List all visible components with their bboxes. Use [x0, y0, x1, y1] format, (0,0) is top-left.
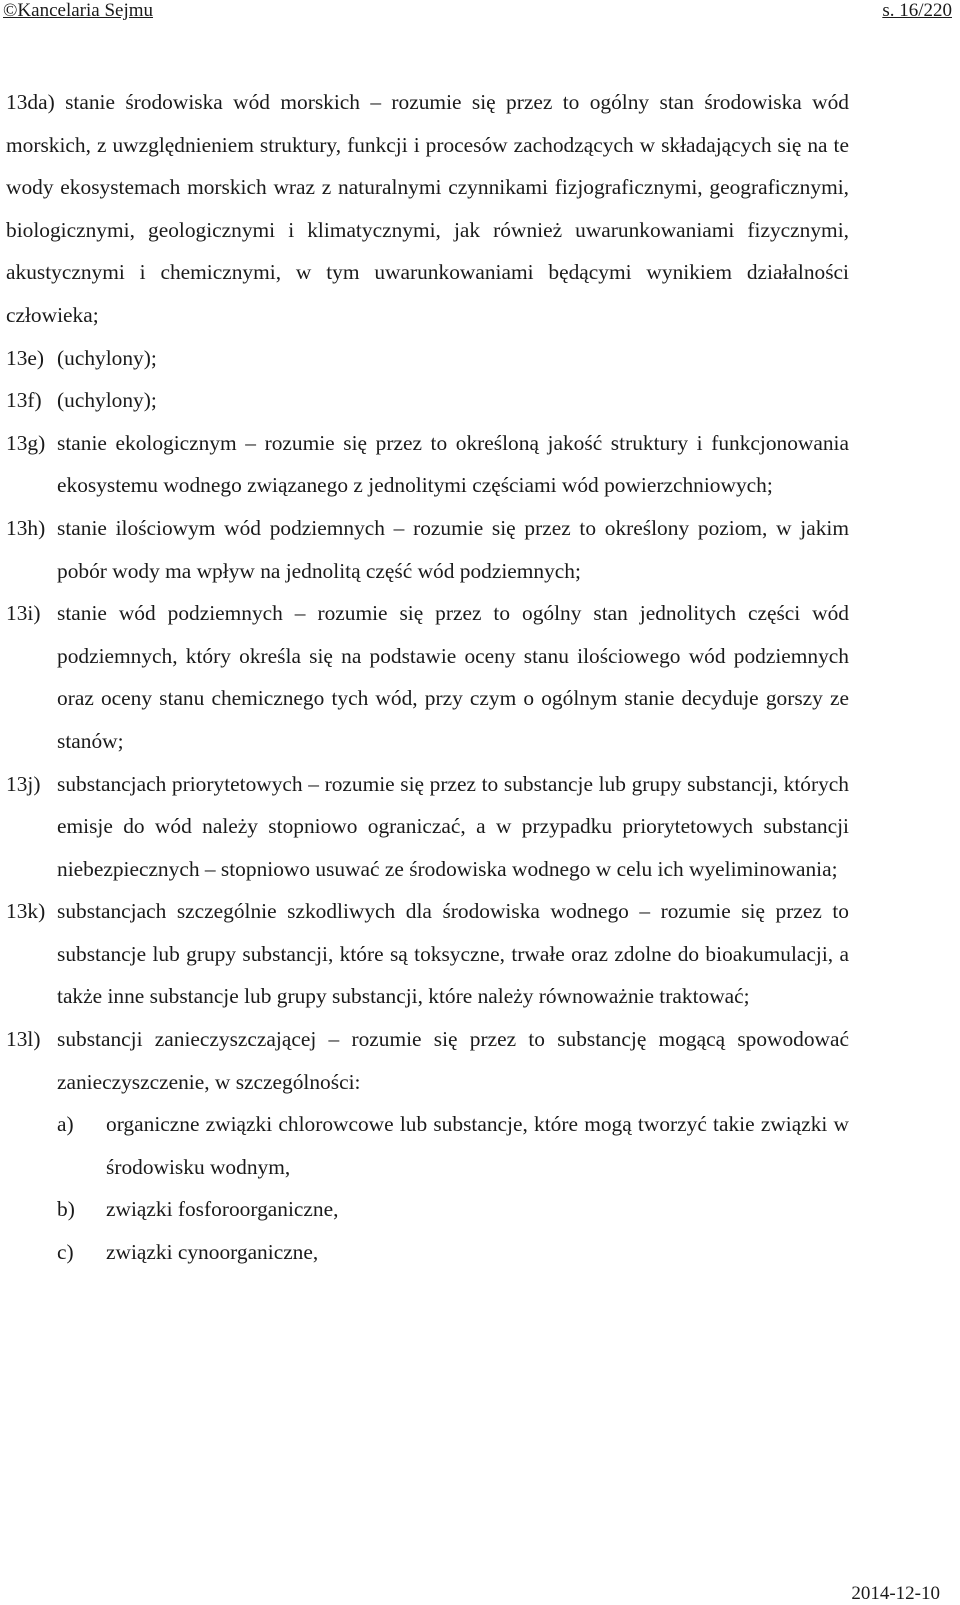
- subitem-b: [57, 1188, 849, 1231]
- subitem-c: [57, 1231, 849, 1274]
- copyright-link[interactable]: ©Kancelaria Sejmu: [3, 0, 154, 21]
- subitem-letter: a): [57, 1112, 74, 1137]
- definition-number: 13j): [6, 771, 41, 796]
- definition-text: stanie środowiska wód morskich – rozumie się przez to ogólny stan środowiska wód morskich, z uwzględnieniem struktury, funkcji i procesów zachodzących w składających się na te wody ekosystemach morskich wraz z naturalnymi czynnikami fizjograficznymi, geograficznymi, biologicznymi, geologicznymi i klimatycznymi, jak również uwarunkowaniami fizycznymi, akustycznymi i chemicznymi, w tym uwarunkowaniami będącymi wynikiem działalności człowieka;: [6, 90, 849, 327]
- definition-13l: [6, 1018, 849, 1103]
- definition-number: 13k): [6, 899, 46, 924]
- definition-number: 13g): [6, 430, 46, 455]
- definition-text: stanie ekologicznym – rozumie się przez to określoną jakość struktury i funkcjonowania ekosystemu wodnego związanego z jednolitymi częściami wód powierzchniowych;: [57, 430, 849, 498]
- definition-number: 13f): [6, 388, 42, 413]
- definition-13e: [6, 337, 849, 380]
- definition-text: substancjach priorytetowych – rozumie się przez to substancje lub grupy substancji, których emisje do wód należy stopniowo ograniczać, a w przypadku priorytetowych substancji niebezpiecznych – stopniowo usuwać ze środowiska wodnego w celu ich wyeliminowania;: [57, 771, 849, 881]
- subitem-letter: b): [57, 1197, 75, 1222]
- definition-13j: [6, 763, 849, 891]
- definition-text: stanie wód podziemnych – rozumie się przez to ogólny stan jednolitych części wód podziemnych, który określa się na podstawie oceny stanu ilościowego wód podziemnych oraz oceny stanu chemicznego tych wód, przy czym o ogólnym stanie decyduje gorszy ze stanów;: [57, 601, 849, 753]
- page-number-link[interactable]: s. 16/220: [882, 0, 952, 21]
- page-header: [0, 0, 960, 24]
- subitem-text: związki cynoorganiczne,: [106, 1240, 319, 1265]
- definition-text: (uchylony);: [57, 388, 157, 413]
- definition-number: 13h): [6, 515, 46, 540]
- definition-text: substancjach szczególnie szkodliwych dla środowiska wodnego – rozumie się przez to substancje lub grupy substancji, które są toksyczne, trwałe oraz zdolne do bioakumulacji, a także inne substancje lub grupy substancji, które należy równoważnie traktować;: [57, 899, 849, 1009]
- definition-text: (uchylony);: [57, 345, 157, 370]
- definition-13g: [6, 422, 849, 507]
- definition-number: 13i): [6, 601, 41, 626]
- definition-text: stanie ilościowym wód podziemnych – rozumie się przez to określony poziom, w jakim pobór wody ma wpływ na jednolitą część wód podziemnych;: [57, 515, 849, 583]
- subitem-text: organiczne związki chlorowcowe lub substancje, które mogą tworzyć takie związki w środowisku wodnym,: [106, 1112, 849, 1179]
- definition-13l-subitems: [57, 1103, 849, 1273]
- definition-13h: [6, 507, 849, 592]
- definition-number: 13e): [6, 345, 45, 370]
- definition-13i: [6, 592, 849, 762]
- subitem-letter: c): [57, 1240, 74, 1265]
- page-footer-date: 2014-12-10: [851, 1583, 940, 1604]
- definition-text: substancji zanieczyszczającej – rozumie się przez to substancję mogącą spowodować zanieczyszczenie, w szczególności:: [57, 1027, 849, 1094]
- definition-13da: [6, 81, 849, 337]
- document-body: [6, 81, 849, 1274]
- definition-13f: [6, 379, 849, 422]
- definition-number: 13da): [6, 90, 66, 114]
- definition-number: 13l): [6, 1027, 41, 1052]
- subitem-text: związki fosforoorganiczne,: [106, 1197, 339, 1222]
- subitem-a: [57, 1103, 849, 1188]
- definition-13k: [6, 890, 849, 1018]
